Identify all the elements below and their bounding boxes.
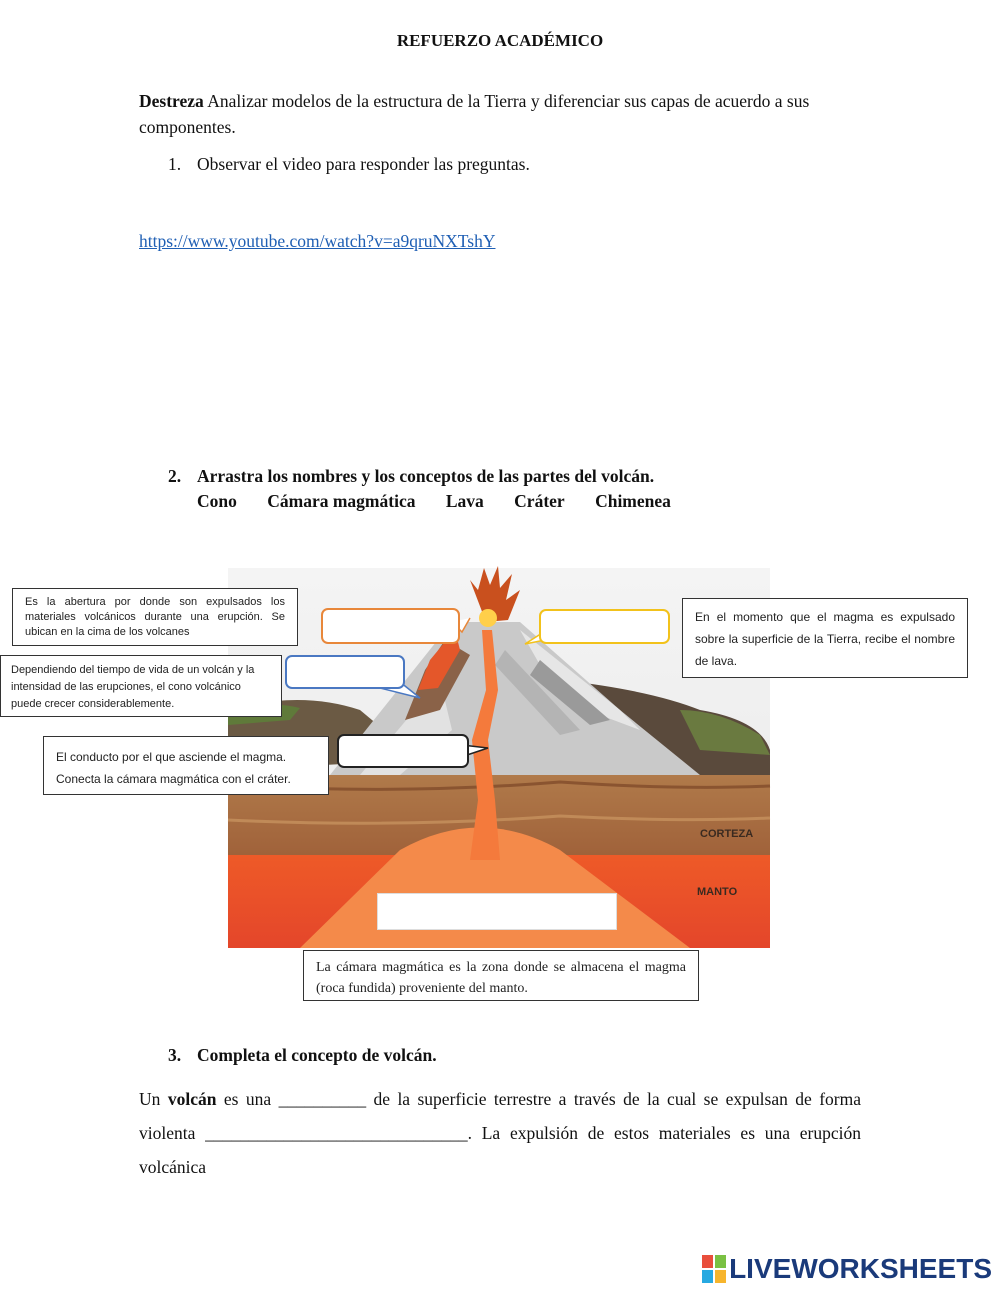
drop-target-cono[interactable]: [285, 655, 405, 689]
drop-target-chimenea[interactable]: [337, 734, 469, 768]
liveworksheets-logo-icon: [702, 1255, 726, 1283]
concept-crater[interactable]: Es la abertura por donde son expulsados los materiales volcánicos durante una erupción. Se ubican en la cima de los volcanes: [12, 588, 298, 646]
paragraph-rest[interactable]: es una __________ de la superficie terrestre a través de la cual se expulsan de forma violenta ______________________________. La expulsión de estos materiales es una erupción volcánica: [139, 1089, 861, 1177]
concept-cono[interactable]: Dependiendo del tiempo de vida de un volcán y la intensidad de las erupciones, el cono volcánico puede crecer considerablemente.: [0, 655, 282, 717]
question-2-number: 2.: [168, 466, 182, 486]
logo-text: LIVEWORKSHEETS: [729, 1253, 992, 1284]
concept-lava[interactable]: En el momento que el magma es expulsado sobre la superficie de la Tierra, recibe el nombre de lava.: [682, 598, 968, 678]
concept-camara[interactable]: La cámara magmática es la zona donde se almacena el magma (roca fundida) proveniente del manto.: [303, 950, 699, 1001]
word-cono[interactable]: Cono: [197, 491, 237, 511]
question-3: [168, 1045, 437, 1066]
word-bank: [197, 491, 671, 512]
drop-target-lava[interactable]: [539, 609, 670, 644]
word-lava[interactable]: Lava: [445, 491, 484, 511]
concept-chimenea[interactable]: El conducto por el que asciende el magma. Conecta la cámara magmática con el cráter.: [43, 736, 329, 795]
skill-statement: [139, 88, 864, 140]
skill-text: Analizar modelos de la estructura de la Tierra y diferenciar sus capas de acuerdo a sus componentes.: [139, 91, 810, 137]
word-chimenea[interactable]: Chimenea: [595, 491, 671, 511]
question-1: [168, 154, 530, 175]
page-title: REFUERZO ACADÉMICO: [396, 31, 604, 50]
drop-target-camara[interactable]: [377, 893, 617, 930]
question-3-number: 3.: [168, 1045, 182, 1065]
fill-in-paragraph: [139, 1082, 861, 1184]
liveworksheets-logo: [702, 1254, 992, 1284]
question-3-text: Completa el concepto de volcán.: [197, 1045, 437, 1065]
question-2-text: Arrastra los nombres y los conceptos de las partes del volcán.: [197, 466, 655, 486]
drop-target-crater[interactable]: [321, 608, 460, 644]
word-camara-magmatica[interactable]: Cámara magmática: [267, 491, 416, 511]
skill-label: Destreza: [139, 91, 204, 111]
label-manto: MANTO: [697, 886, 738, 898]
label-corteza: CORTEZA: [700, 828, 754, 840]
paragraph-start: Un: [139, 1089, 168, 1109]
question-1-number: 1.: [168, 154, 182, 174]
question-2: [168, 466, 654, 487]
video-link[interactable]: https://www.youtube.com/watch?v=a9qruNXTshY: [139, 231, 496, 251]
word-crater[interactable]: Cráter: [514, 491, 565, 511]
question-1-text: Observar el video para responder las preguntas.: [197, 154, 530, 174]
paragraph-bold-term: volcán: [167, 1089, 217, 1109]
